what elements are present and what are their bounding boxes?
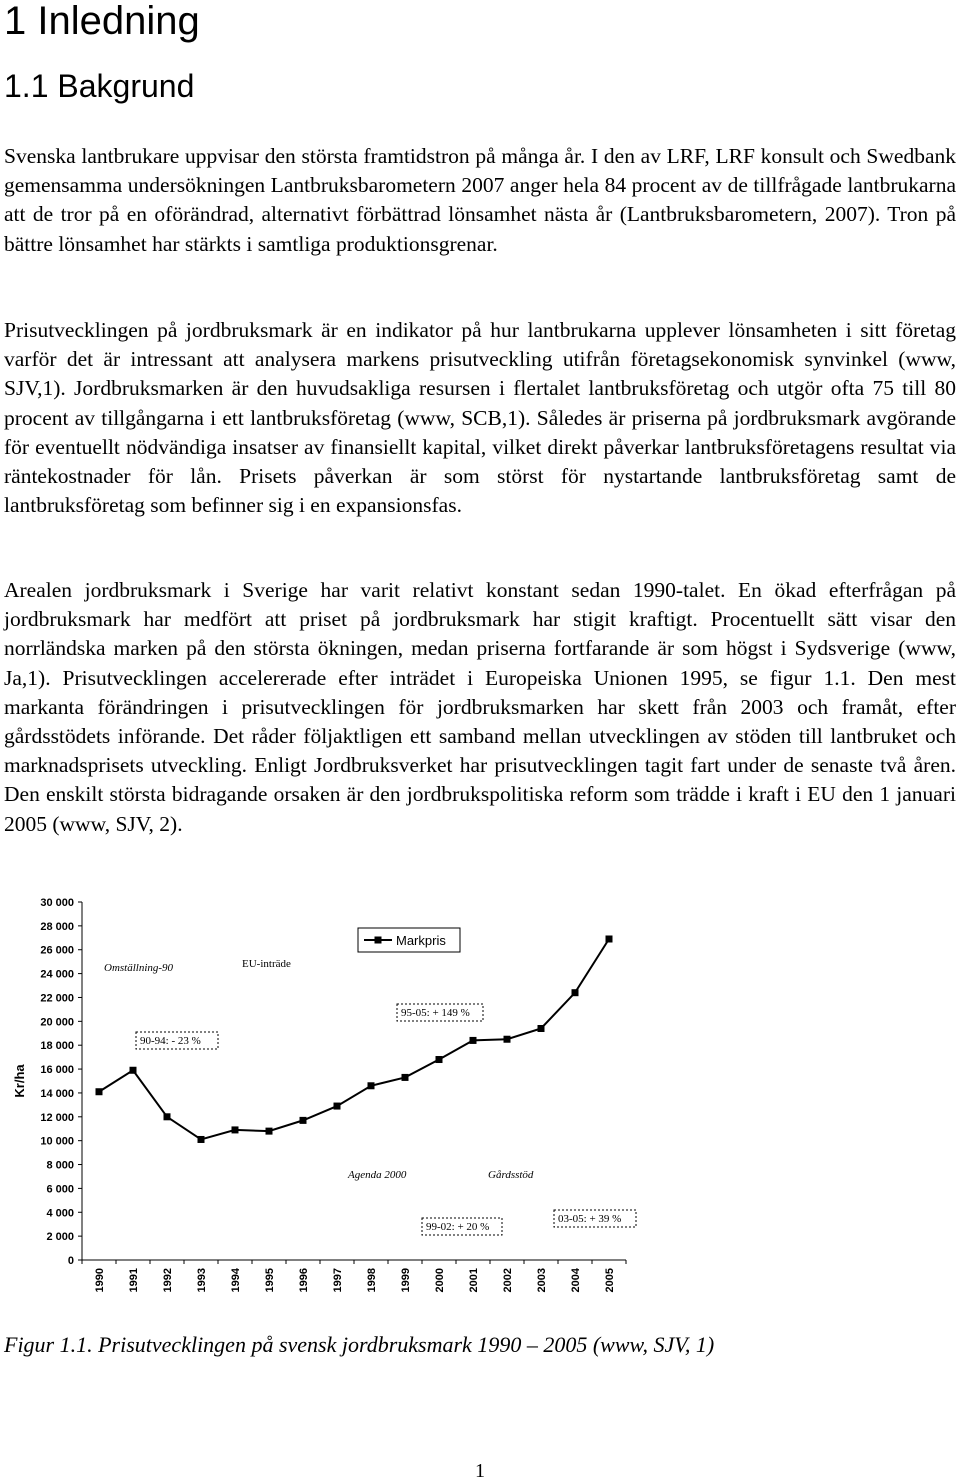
- y-tick-label: 4 000: [46, 1207, 74, 1220]
- x-tick-label: 1998: [366, 1268, 378, 1293]
- x-tick-label: 1991: [128, 1268, 140, 1293]
- x-tick-label: 1990: [94, 1268, 106, 1293]
- x-tick-label: 2001: [468, 1268, 480, 1293]
- x-axis: [82, 1260, 626, 1292]
- data-point: [300, 1117, 307, 1124]
- chart-annotations: [104, 958, 636, 1235]
- chart-legend: [358, 928, 460, 952]
- data-point: [96, 1088, 103, 1095]
- data-point: [334, 1103, 341, 1110]
- x-tick-label: 1999: [400, 1268, 412, 1293]
- x-tick-label: 1993: [196, 1268, 208, 1293]
- y-tick-label: 16 000: [40, 1064, 74, 1077]
- annotation-text: 95-05: + 149 %: [401, 1007, 470, 1019]
- y-tick-label: 20 000: [40, 1016, 74, 1029]
- x-tick-label: 2000: [434, 1268, 446, 1293]
- section-heading: 1.1 Bakgrund: [4, 68, 195, 104]
- annotation-text: EU-inträde: [242, 958, 291, 970]
- price-chart: [0, 888, 660, 1308]
- y-tick-label: 10 000: [40, 1135, 74, 1148]
- data-point: [606, 935, 613, 942]
- x-tick-label: 2003: [536, 1268, 548, 1293]
- data-point: [572, 989, 579, 996]
- annotation-text: Agenda 2000: [348, 1169, 407, 1181]
- paragraph-1: Svenska lantbrukare uppvisar den största framtidstron på många år. I den av LRF, LRF konsult och Swedbank gemensamma undersökningen Lantbruksbarometern 2007 anger hela 84 procent av de tillfrågade lantbrukarna att de tror på en oförändrad, alternativt förbättrad lönsamhet nästa år (Lantbruksbarometern, 2007). Tron på bättre lönsamhet har stärkts i samtliga produktionsgrenar.: [4, 144, 956, 256]
- x-tick-label: 1994: [230, 1268, 242, 1293]
- paragraph-2: Prisutvecklingen på jordbruksmark är en indikator på hur lantbrukarna upplever lönsamheten i sitt företag varför det är intressant att analysera markens prisutveckling utifrån företagsekonomisk synvinkel (www, SJV,1). Jordbruksmarken är den huvudsakliga resursen i flertalet lantbruksföretag och utgör ofta 75 till 80 procent av tillgångarna i ett lantbruksföretag (www, SCB,1). Således är priserna på jordbruksmark avgörande för eventuellt nödvändiga insatser av finansiellt kapital, vilket direkt påverkar lantbruksföretagens resultat via räntekostnader för lån. Prisets påverkan är som störst för nystartande lantbruksföretag samt de lantbruksföretag som befinner sig i en expansionsfas.: [4, 318, 956, 518]
- data-point: [538, 1025, 545, 1032]
- y-axis-label: Kr/ha: [12, 1064, 27, 1098]
- data-point: [368, 1082, 375, 1089]
- y-tick-label: 28 000: [40, 920, 74, 933]
- y-tick-label: 18 000: [40, 1040, 74, 1053]
- annotation-text: 90-94: - 23 %: [140, 1035, 201, 1047]
- x-tick-label: 1992: [162, 1268, 174, 1293]
- x-tick-label: 1995: [264, 1268, 276, 1293]
- data-point: [470, 1037, 477, 1044]
- x-tick-label: 1997: [332, 1268, 344, 1293]
- y-tick-label: 2 000: [46, 1231, 74, 1244]
- data-point: [266, 1128, 273, 1135]
- y-tick-label: 8 000: [46, 1159, 74, 1172]
- y-tick-label: 22 000: [40, 992, 74, 1005]
- annotation-text: Gårdsstöd: [488, 1169, 534, 1181]
- x-tick-label: 2002: [502, 1268, 514, 1293]
- page-number: 1: [475, 1460, 485, 1482]
- y-tick-label: 14 000: [40, 1087, 74, 1100]
- data-point: [198, 1136, 205, 1143]
- annotation-text: Omställning-90: [104, 962, 174, 974]
- chapter-heading: 1 Inledning: [4, 0, 200, 43]
- y-tick-label: 26 000: [40, 944, 74, 957]
- y-tick-label: 6 000: [46, 1183, 74, 1196]
- x-tick-label: 2005: [604, 1268, 616, 1293]
- y-tick-label: 24 000: [40, 968, 74, 981]
- data-point: [130, 1067, 137, 1074]
- annotation-text: 03-05: + 39 %: [558, 1213, 622, 1225]
- x-tick-label: 2004: [570, 1268, 582, 1293]
- data-point: [436, 1056, 443, 1063]
- data-point: [164, 1113, 171, 1120]
- x-tick-label: 1996: [298, 1268, 310, 1293]
- legend-marker: [375, 937, 382, 944]
- data-point: [232, 1126, 239, 1133]
- paragraph-3: Arealen jordbruksmark i Sverige har varit relativt konstant sedan 1990-talet. En ökad efterfrågan på jordbruksmark har medfört att priset på jordbruksmark har stigit kraftigt. Procentuellt sätt visar den norrländska marken på den största ökningen, medan priserna fortfarande är som högst i Sydsverige (www, Ja,1). Prisutvecklingen accelererade efter inträdet i Europeiska Unionen 1995, se figur 1.1. Den mest markanta förändringen i prisutvecklingen för jordbruksmarken har skett från 2003 och framåt, efter gårdsstödets införande. Det råder följaktligen ett samband mellan utvecklingen av stöden till lantbruket och marknadsprisets utveckling. Enligt Jordbruksverket har prisutvecklingen tagit fart under de senaste två åren. Den enskilt största bidragande orsaken är den jordbrukspolitiska reform som trädde i kraft i EU den 1 januari 2005 (www, SJV, 2).: [4, 578, 956, 836]
- figure-caption: Figur 1.1. Prisutvecklingen på svensk jordbruksmark 1990 – 2005 (www, SJV, 1): [4, 1332, 715, 1357]
- y-tick-label: 12 000: [40, 1111, 74, 1124]
- annotation-text: 99-02: + 20 %: [426, 1221, 490, 1233]
- y-axis: [12, 897, 82, 1267]
- data-point: [402, 1074, 409, 1081]
- y-tick-label: 30 000: [40, 897, 74, 909]
- legend-label: Markpris: [396, 933, 446, 948]
- data-point: [504, 1036, 511, 1043]
- y-tick-label: 0: [67, 1255, 74, 1267]
